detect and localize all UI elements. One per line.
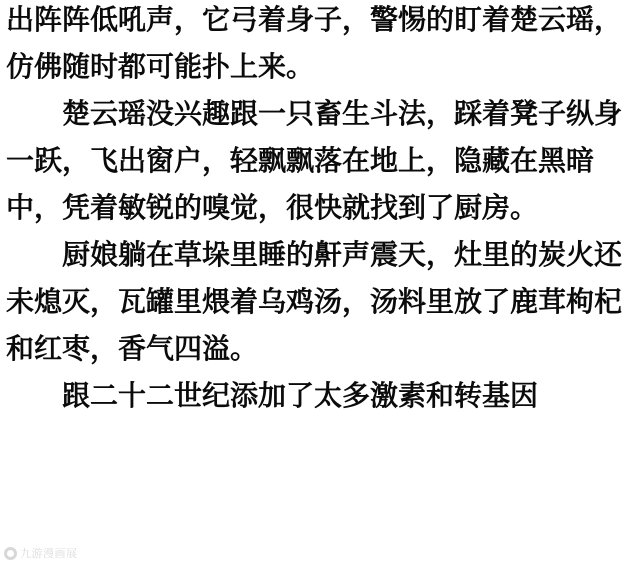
paragraph-2: 楚云瑶没兴趣跟一只畜生斗法，踩着凳子纵身一跃，飞出窗户，轻飘飘落在地上，隐藏在黑暗中，凭着敏锐的嗅觉，很快就找到了厨房。 xyxy=(6,97,623,224)
paragraph-4: 跟二十二世纪添加了太多激素和转基因 xyxy=(62,379,539,412)
paragraph-1: 出阵阵低吼声，它弓着身子，警惕的盯着楚云瑶，仿佛随时都可能扑上来。 xyxy=(6,3,623,83)
circle-logo-icon xyxy=(4,547,17,560)
document-body xyxy=(6,0,634,419)
paragraph-3: 厨娘躺在草垛里睡的鼾声震天，灶里的炭火还未熄灭，瓦罐里煨着乌鸡汤，汤料里放了鹿茸枸杞和红枣，香气四溢。 xyxy=(6,238,623,365)
watermark xyxy=(4,545,78,561)
watermark-label: 九游漫画展 xyxy=(20,547,78,560)
